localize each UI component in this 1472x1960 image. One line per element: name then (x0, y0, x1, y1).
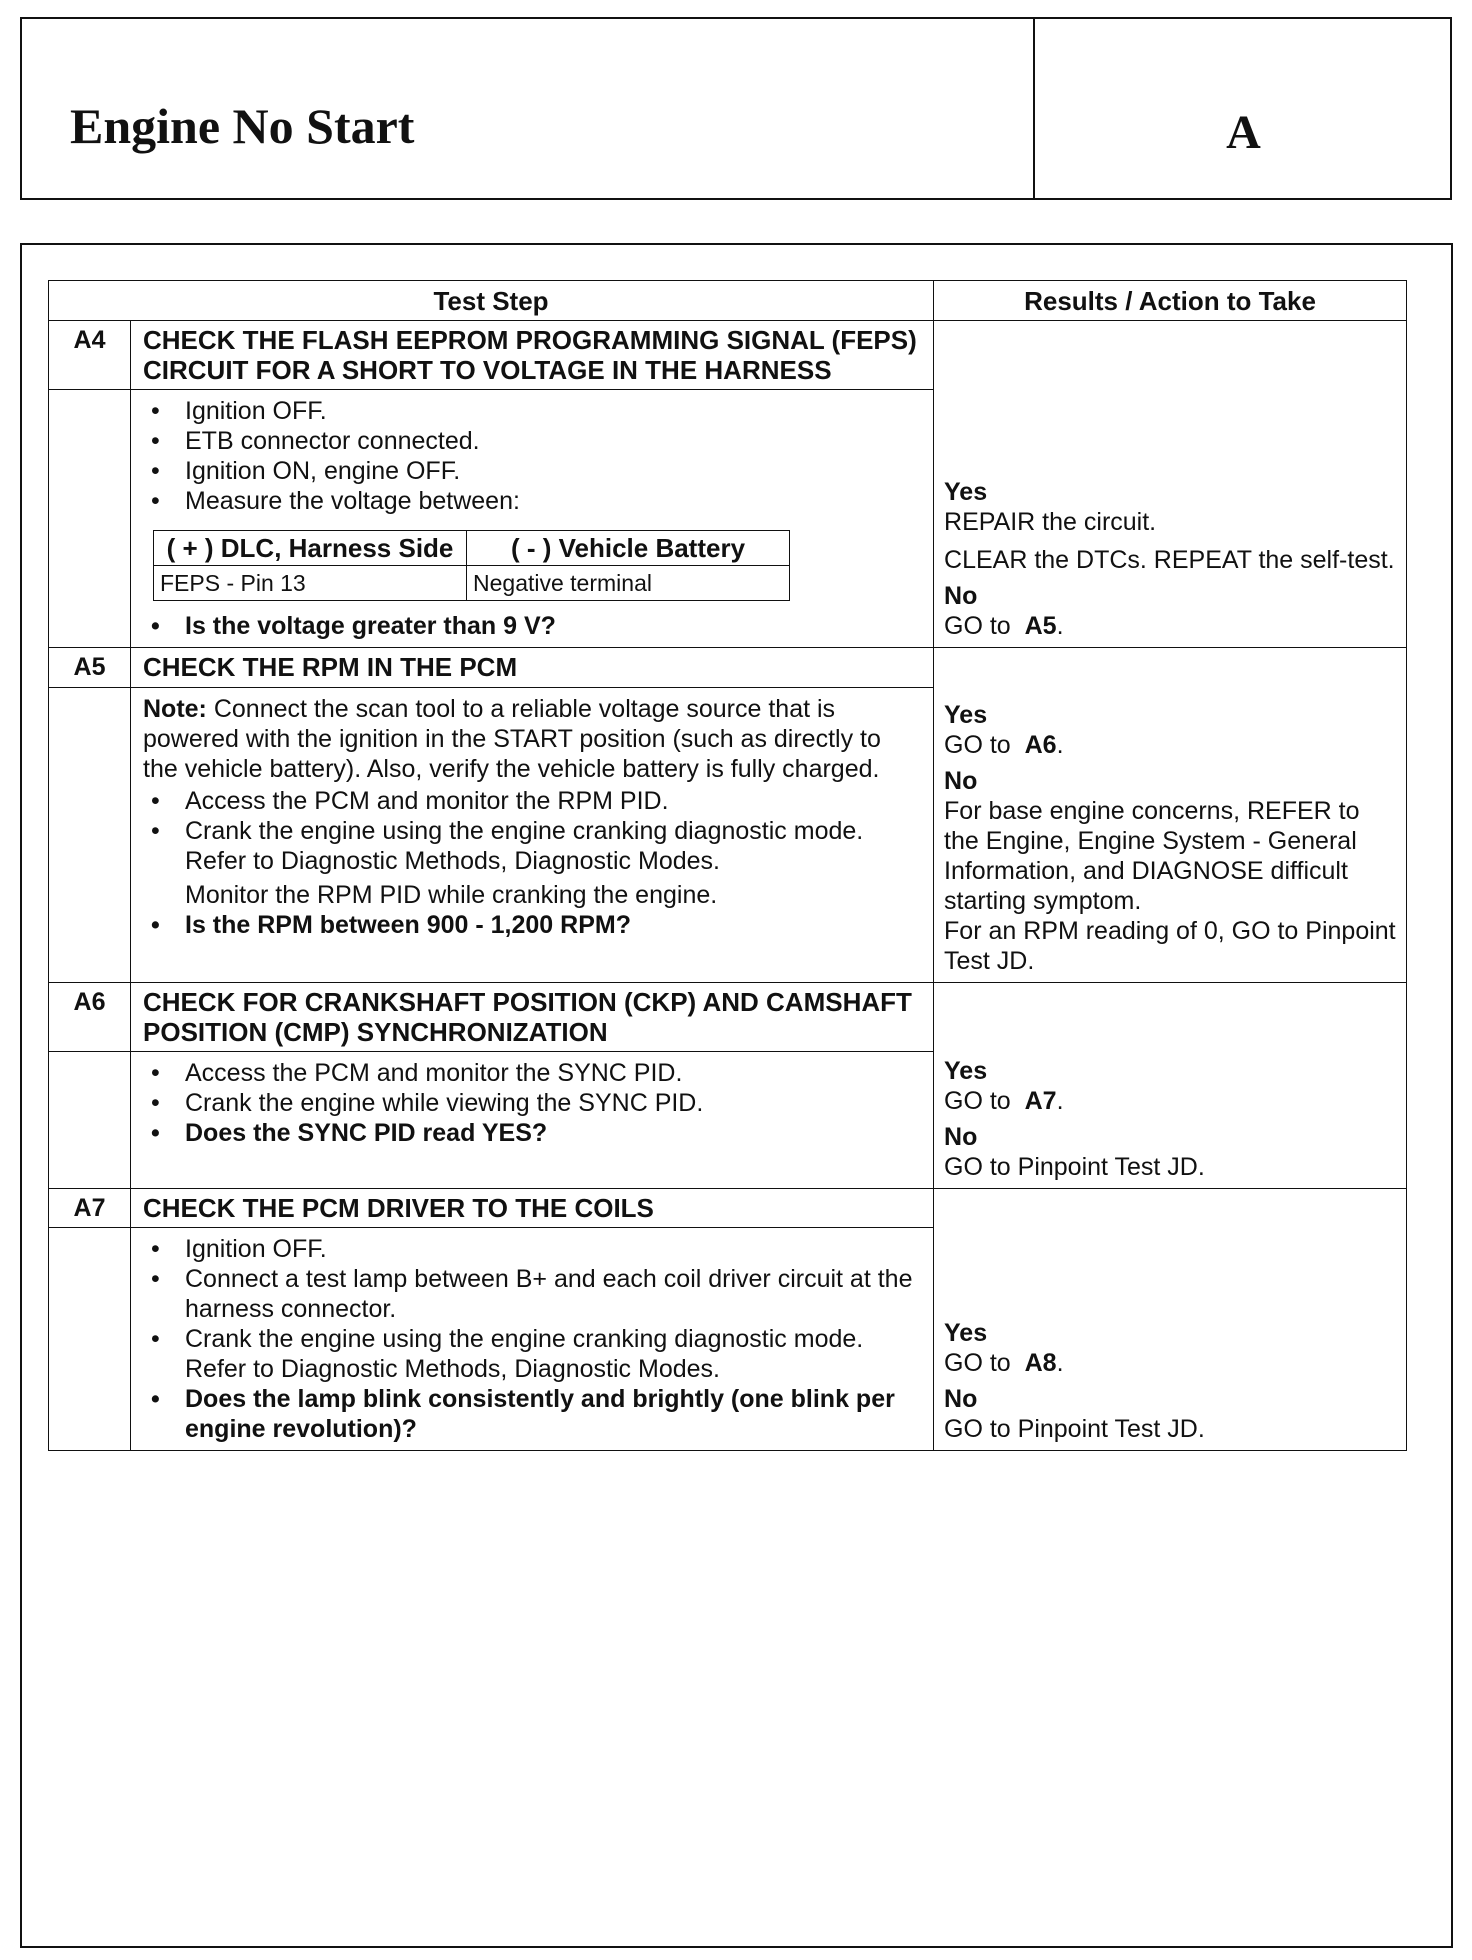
step-a6-yes-text: GO to A7. (944, 1087, 1064, 1115)
step-a7-question: • Does the lamp blink consistently and brightly (one blink per engine revolution)? (143, 1384, 921, 1444)
step-a7-no-label: No (944, 1385, 978, 1413)
step-a7-title: CHECK THE PCM DRIVER TO THE COILS (131, 1189, 934, 1228)
results-header: Results / Action to Take (934, 281, 1407, 321)
step-a7-no-text: GO to Pinpoint Test JD. (944, 1415, 1205, 1443)
test-step-header: Test Step (49, 281, 934, 321)
measurement-table (153, 530, 790, 601)
step-a7-body (131, 1228, 934, 1451)
step-a4-no-prefix: GO to (944, 612, 1011, 640)
step-a4-bullet-4: • Measure the voltage between: (143, 486, 921, 516)
step-a7-bullets (143, 1234, 921, 1444)
step-a5-bullet-2: • Crank the engine using the engine cranking diagnostic mode. Refer to Diagnostic Methods, Diagnostic Modes. (143, 816, 921, 876)
step-a5-yes-ref: A6 (1024, 731, 1057, 759)
measurement-cell-positive: FEPS - Pin 13 (154, 566, 467, 601)
step-a4-yes-line1: REPAIR the circuit. (944, 508, 1157, 536)
step-a7-bullet-3: • Crank the engine using the engine cranking diagnostic mode. Refer to Diagnostic Methods, Diagnostic Modes. (143, 1324, 921, 1384)
step-a4-no-ref: A5 (1024, 612, 1057, 640)
step-a4-question: • Is the voltage greater than 9 V? (143, 611, 921, 641)
step-a5-bullet-2-cont: Monitor the RPM PID while cranking the engine. (185, 880, 718, 909)
step-a4-yes-line2: CLEAR the DTCs. REPEAT the self-test. (944, 546, 1395, 574)
step-a6-yes-label: Yes (944, 1057, 988, 1085)
measurement-cell-negative: Negative terminal (467, 566, 790, 601)
step-a6-title: CHECK FOR CRANKSHAFT POSITION (CKP) AND CAMSHAFT POSITION (CMP) SYNCHRONIZATION (131, 983, 934, 1052)
step-a4-bullet-2: • ETB connector connected. (143, 426, 921, 456)
step-a6-id: A6 (49, 983, 131, 1052)
step-a6-yes-ref: A7 (1024, 1087, 1057, 1115)
step-a5-body (131, 687, 934, 982)
step-a7-yes-ref: A8 (1024, 1349, 1057, 1377)
step-a5-yes-text: GO to A6. (944, 731, 1064, 759)
step-a5-yes-prefix: GO to (944, 731, 1011, 759)
page-title: Engine No Start (70, 98, 415, 154)
step-a5-note (143, 694, 921, 784)
step-a7-id-spacer (49, 1228, 131, 1451)
step-a6-body (131, 1052, 934, 1189)
step-a4-no-label: No (944, 582, 978, 610)
step-a4-title: CHECK THE FLASH EEPROM PROGRAMMING SIGNAL (FEPS) CIRCUIT FOR A SHORT TO VOLTAGE IN THE HARNESS (131, 321, 934, 390)
step-a6-question: • Does the SYNC PID read YES? (143, 1118, 921, 1148)
step-a7-bullet-1: • Ignition OFF. (143, 1234, 921, 1264)
step-a5-note-label: Note: (143, 694, 207, 723)
step-a7-yes-prefix: GO to (944, 1349, 1011, 1377)
step-a6-bullet-2: • Crank the engine while viewing the SYNC PID. (143, 1088, 921, 1118)
step-a4-bullets (143, 396, 921, 516)
step-a6-yes-prefix: GO to (944, 1087, 1011, 1115)
step-a5-id-spacer (49, 687, 131, 982)
step-a6-bullets (143, 1058, 921, 1148)
step-a7-results (934, 1189, 1407, 1451)
step-a4-bullet-3: • Ignition ON, engine OFF. (143, 456, 921, 486)
step-a6-id-spacer (49, 1052, 131, 1189)
step-a5-title: CHECK THE RPM IN THE PCM (131, 648, 934, 688)
step-a5-question: • Is the RPM between 900 - 1,200 RPM? (143, 910, 921, 940)
step-a7-bullet-2: • Connect a test lamp between B+ and each coil driver circuit at the harness connector. (143, 1264, 921, 1324)
step-a6-no-text: GO to Pinpoint Test JD. (944, 1153, 1205, 1181)
step-a5-id: A5 (49, 648, 131, 688)
step-a5-bullets (143, 786, 921, 940)
step-a5-yes-label: Yes (944, 701, 988, 729)
step-a6-no-label: No (944, 1123, 978, 1151)
measurement-col-negative: ( - ) Vehicle Battery (467, 531, 790, 566)
step-a7-id: A7 (49, 1189, 131, 1228)
step-a6-bullet-1: • Access the PCM and monitor the SYNC PID. (143, 1058, 921, 1088)
step-a5-results (934, 648, 1407, 983)
step-a4-yes-label: Yes (944, 478, 988, 506)
step-a4-no-text: GO to A5. (944, 612, 1064, 640)
step-a7-yes-label: Yes (944, 1319, 988, 1347)
step-a5-no-text1: For base engine concerns, REFER to the Engine, Engine System - General Information, and DIAGNOSE difficult starting symptom. (944, 797, 1360, 915)
step-a5-no-text2: For an RPM reading of 0, GO to Pinpoint Test JD. (944, 917, 1396, 975)
table-header-row (49, 281, 1407, 321)
measurement-col-positive: ( + ) DLC, Harness Side (154, 531, 467, 566)
step-a4-results (934, 321, 1407, 648)
step-a4-id-spacer (49, 390, 131, 648)
step-a5-title-row (49, 648, 1407, 688)
step-a4-id: A4 (49, 321, 131, 390)
step-a4-title-row (49, 321, 1407, 390)
step-a4-body (131, 390, 934, 648)
step-a5-note-text: Connect the scan tool to a reliable voltage source that is powered with the ignition in the START position (such as directly to the vehicle battery). Also, verify the vehicle battery is fully charged. (143, 694, 881, 783)
step-a5-no-label: No (944, 767, 978, 795)
step-a5-bullet-1: • Access the PCM and monitor the RPM PID. (143, 786, 921, 816)
step-a7-title-row (49, 1189, 1407, 1228)
step-a4-bullet-1: • Ignition OFF. (143, 396, 921, 426)
test-step-table (48, 280, 1407, 1451)
section-letter: A (1226, 106, 1261, 159)
header-box (20, 17, 1452, 200)
step-a7-yes-text: GO to A8. (944, 1349, 1064, 1377)
step-a6-results (934, 983, 1407, 1189)
step-a6-title-row (49, 983, 1407, 1052)
